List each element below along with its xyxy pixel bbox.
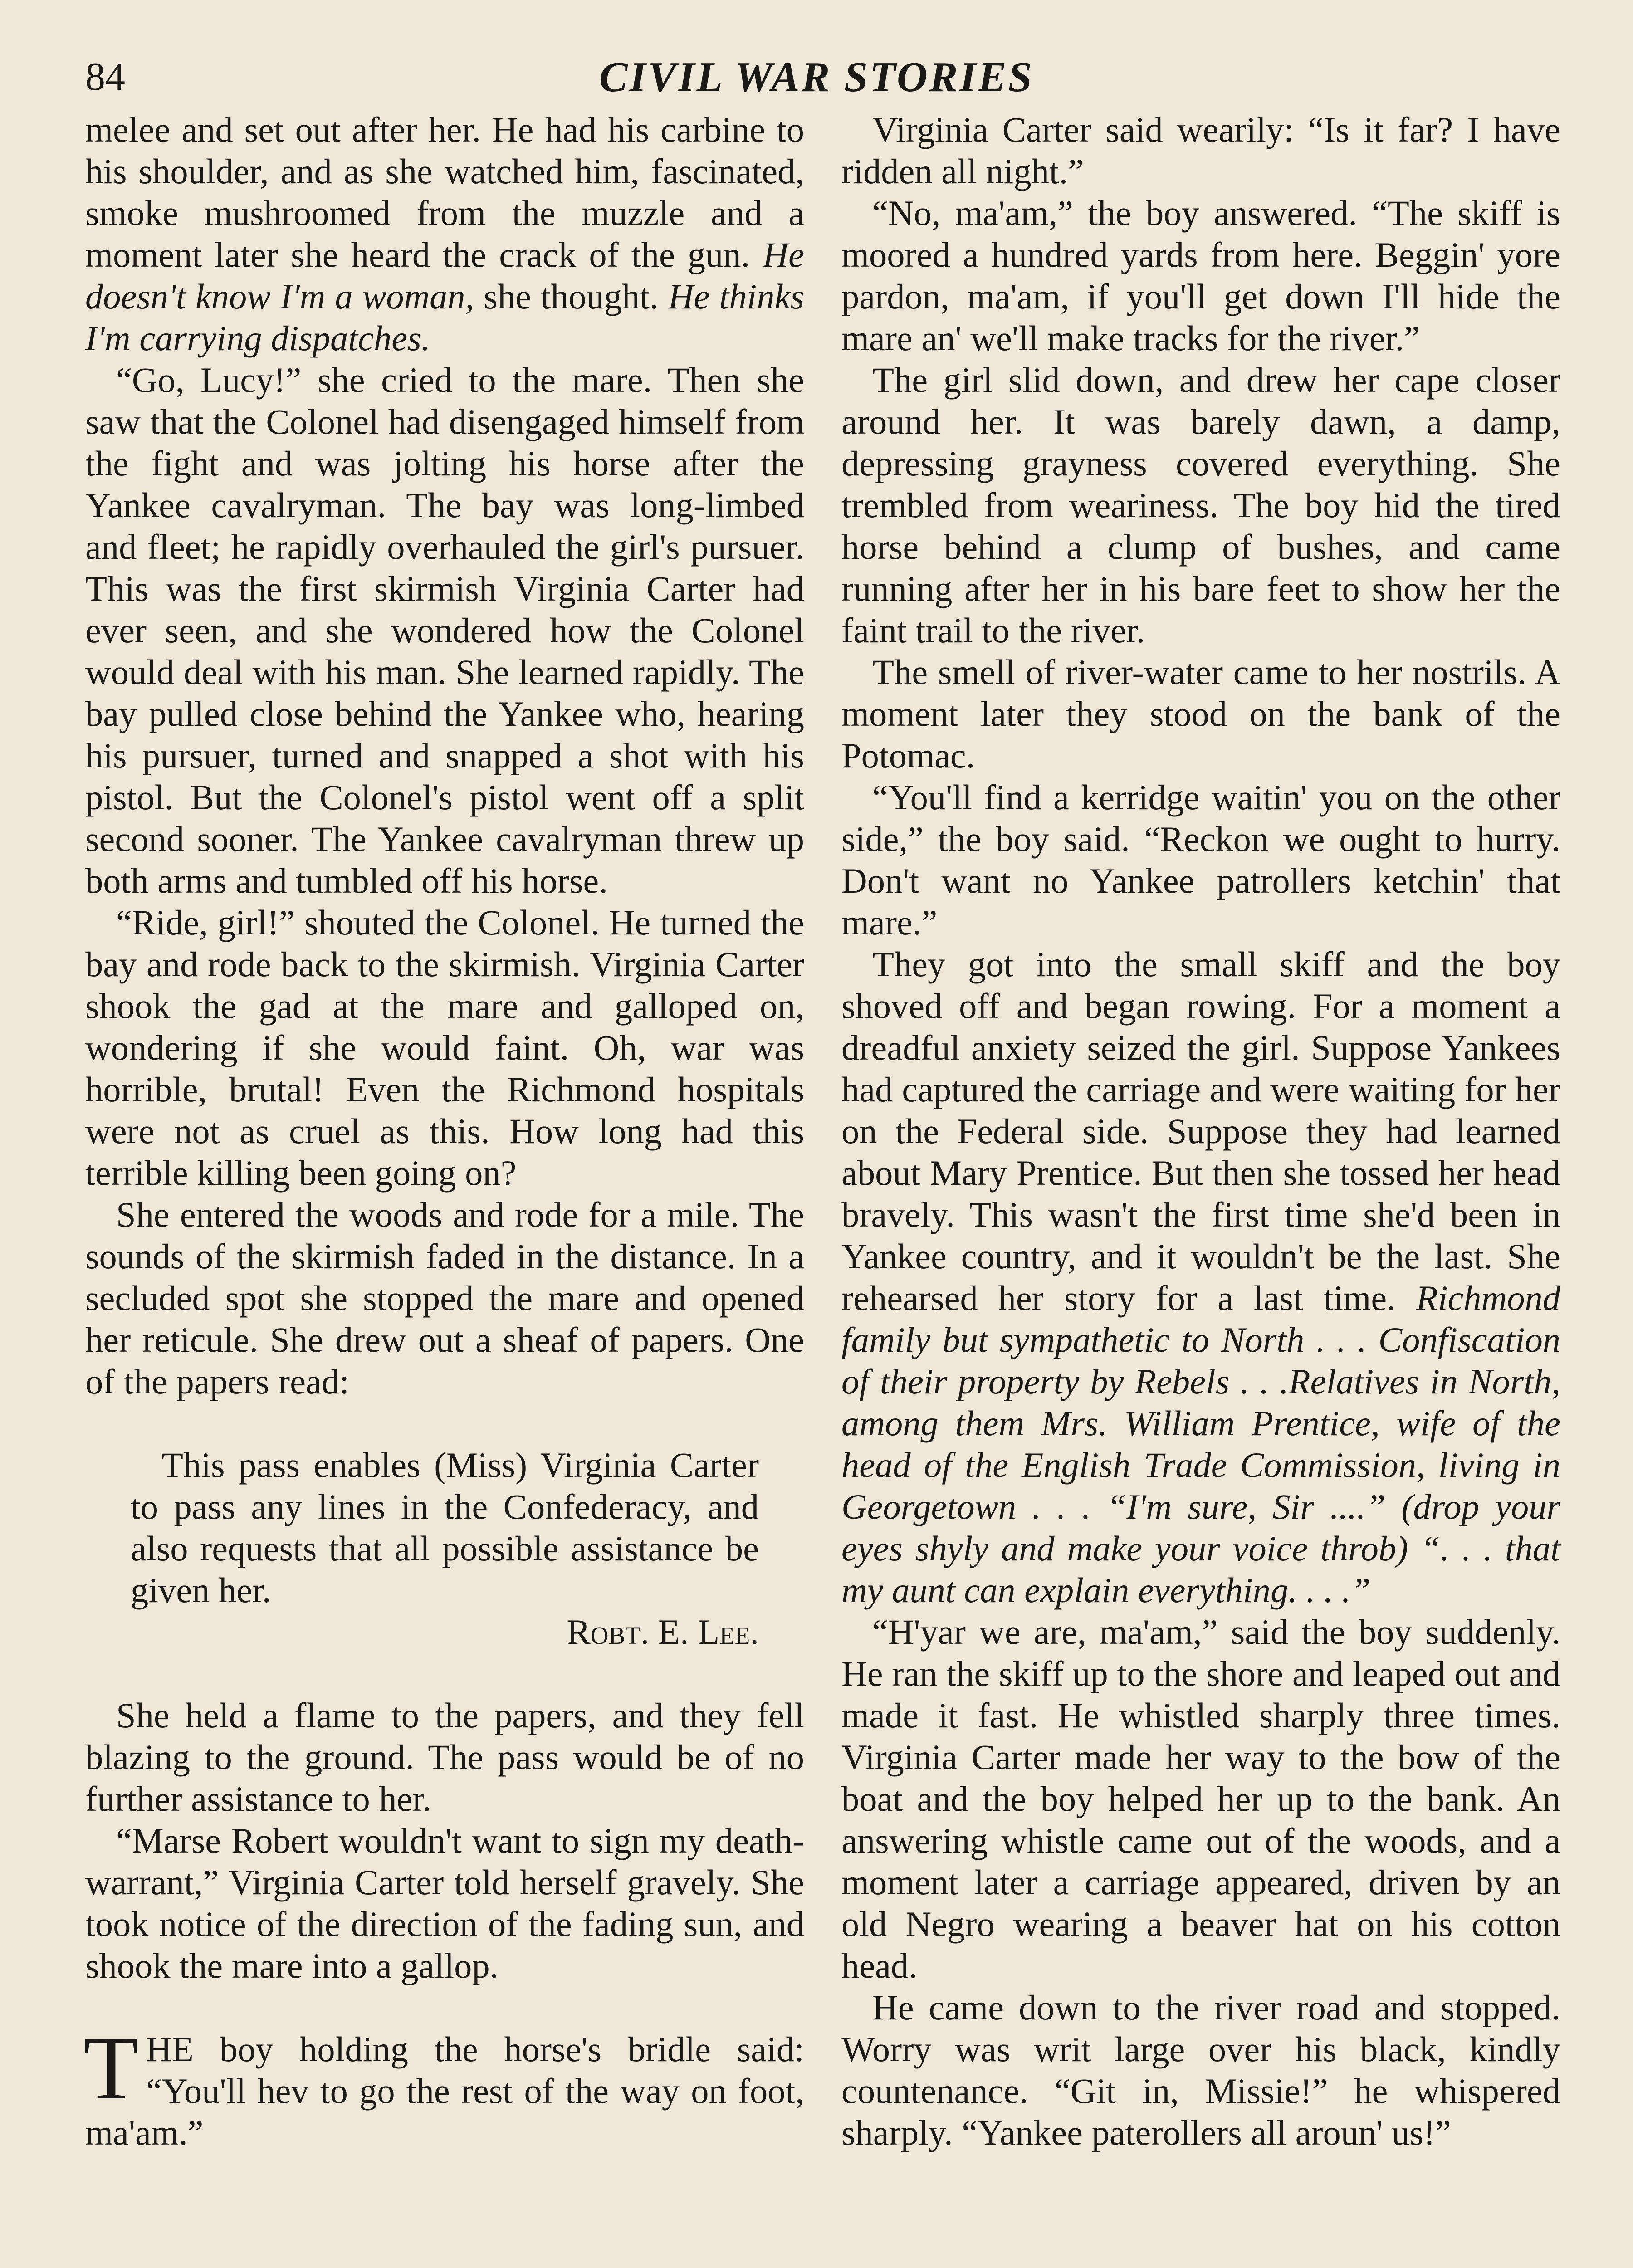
running-title: CIVIL WAR STORIES <box>599 54 1034 101</box>
section-start-paragraph <box>83 2018 804 2154</box>
text-run: “You'll find a kerridge waitin' you on the other side,” the boy said. “Reckon we ought to hurry. Don't want no Yankee patrollers ketchin' that mare.” <box>841 777 1560 942</box>
paragraph <box>85 902 804 1194</box>
text-run: “Ride, girl!” shouted the Colonel. He turned the bay and rode back to the skirmish. Virginia Carter shook the gad at the mare and galloped on, wondering if she would faint. Oh, war was horrible, brutal! Even the Richmond hospitals were not as cruel as this. How long had this terrible killing been going on? <box>85 903 804 1193</box>
paragraph <box>841 651 1560 777</box>
left-column <box>85 109 804 2154</box>
text-run: Virginia Carter said wearily: “Is it far? I have ridden all night.” <box>841 110 1560 191</box>
left-column-after-pass <box>85 1695 804 1987</box>
page-number: 84 <box>85 55 125 99</box>
right-column-paragraphs <box>841 109 1560 2154</box>
text-run: She held a flame to the papers, and they fell blazing to the ground. The pass would be of no further assistance to her. <box>85 1696 804 1818</box>
section-lead: HE <box>146 2029 194 2069</box>
text-run: she thought. <box>474 277 668 316</box>
text-run: He came down to the river road and stopped. Worry was writ large over his black, kindly countenance. “Git in, Missie!” he whispered sharply. “Yankee paterollers all aroun' us!” <box>841 1988 1560 2152</box>
text-run: “Marse Robert wouldn't want to sign my death-warrant,” Virginia Carter told herself gravely. She took notice of the direction of the fading sun, and shook the mare into a gallop. <box>85 1821 804 1985</box>
text-run: “Go, Lucy!” she cried to the mare. Then she saw that the Colonel had disengaged himself from the fight and was jolting his horse after the Yankee cavalryman. The bay was long-limbed and fleet; he rapidly overhauled the girl's pursuer. This was the first skirmish Virginia Carter had ever seen, and she wondered how the Colonel would deal with his man. She learned rapidly. The bay pulled close behind the Yankee who, hearing his pursuer, turned and snapped a shot with his pistol. But the Colonel's pistol went off a split second sooner. The Yankee cavalryman threw up both arms and tumbled off his horse. <box>85 360 804 900</box>
text-run: The girl slid down, and drew her cape closer around her. It was barely dawn, a damp, depressing grayness covered everything. She trembled from weariness. The boy hid the tired horse behind a clump of bushes, and came running after her in his bare feet to show her the faint trail to the river. <box>841 360 1560 650</box>
paragraph <box>841 1987 1560 2154</box>
paragraph <box>841 192 1560 359</box>
paragraph <box>841 109 1560 192</box>
paragraph <box>85 1820 804 1987</box>
text-run: They got into the small skiff and the boy shoved off and began rowing. For a moment a dreadful anxiety seized the girl. Suppose Yankees had captured the carriage and were waiting for her on the Federal side. Suppose they had learned about Mary Prentice. But then she tossed her head bravely. This wasn't the first time she'd been in Yankee country, and it wouldn't be the last. She rehearsed her story for a last time. <box>841 944 1560 1318</box>
paragraph <box>841 943 1560 1611</box>
italic-text: Richmond family but sympathetic to North . . . Confiscation of their property by Rebels . . .Relatives in North, among them Mrs. William Prentice, wife of the head of the English Trade Commission, living in Georgetown . . . “I'm sure, Sir ....” (drop your eyes shyly and make your voice throb) “. . . that my aunt can explain everything. . . .” <box>841 1278 1560 1610</box>
section-text: boy holding the horse's bridle said: “You'll hev to go the rest of the way on foot, ma'am.” <box>85 2029 804 2152</box>
pass-document <box>131 1444 759 1653</box>
paragraph <box>841 1611 1560 1987</box>
text-run: melee and set out after her. He had his carbine to his shoulder, and as she watched him, fascinated, smoke mushroomed from the muzzle and a moment later she heard the crack of the gun. <box>85 110 804 274</box>
left-column-paragraphs <box>85 109 804 1403</box>
right-column <box>841 109 1560 2154</box>
paragraph <box>85 1194 804 1403</box>
paragraph <box>85 359 804 902</box>
text-run: She entered the woods and rode for a mile. The sounds of the skirmish faded in the distance. In a secluded spot she stopped the mare and opened her reticule. She drew out a sheaf of papers. One of the papers read: <box>85 1195 804 1401</box>
pass-text: This pass enables (Miss) Virginia Carter to pass any lines in the Confederacy, and also requests that all possible assistance be given her. <box>131 1445 759 1610</box>
drop-cap: T <box>83 2018 139 2118</box>
text-run: “No, ma'am,” the boy answered. “The skiff is moored a hundred yards from here. Beggin' yore pardon, ma'am, if you'll get down I'll hide the mare an' we'll make tracks for the river.” <box>841 193 1560 358</box>
italic-text: He thinks I'm carrying dispatches. <box>85 277 805 358</box>
text-run: The smell of river-water came to her nostrils. A moment later they stood on the bank of the Potomac. <box>841 652 1560 775</box>
paragraph <box>841 359 1560 651</box>
paragraph <box>85 109 804 359</box>
italic-text: He doesn't know I'm a woman, <box>85 235 804 316</box>
paragraph <box>85 1695 804 1820</box>
text-run: “H'yar we are, ma'am,” said the boy suddenly. He ran the skiff up to the shore and leaped out and made it fast. He whistled sharply three times. Virginia Carter made her way to the bow of the boat and the boy helped her up to the bank. An answering whistle came out of the woods, and a moment later a carriage appeared, driven by an old Negro wearing a beaver hat on his cotton head. <box>841 1612 1560 1985</box>
pass-signature: Robt. E. Lee. <box>567 1612 759 1652</box>
page-header <box>85 50 1548 109</box>
paragraph <box>841 777 1560 943</box>
